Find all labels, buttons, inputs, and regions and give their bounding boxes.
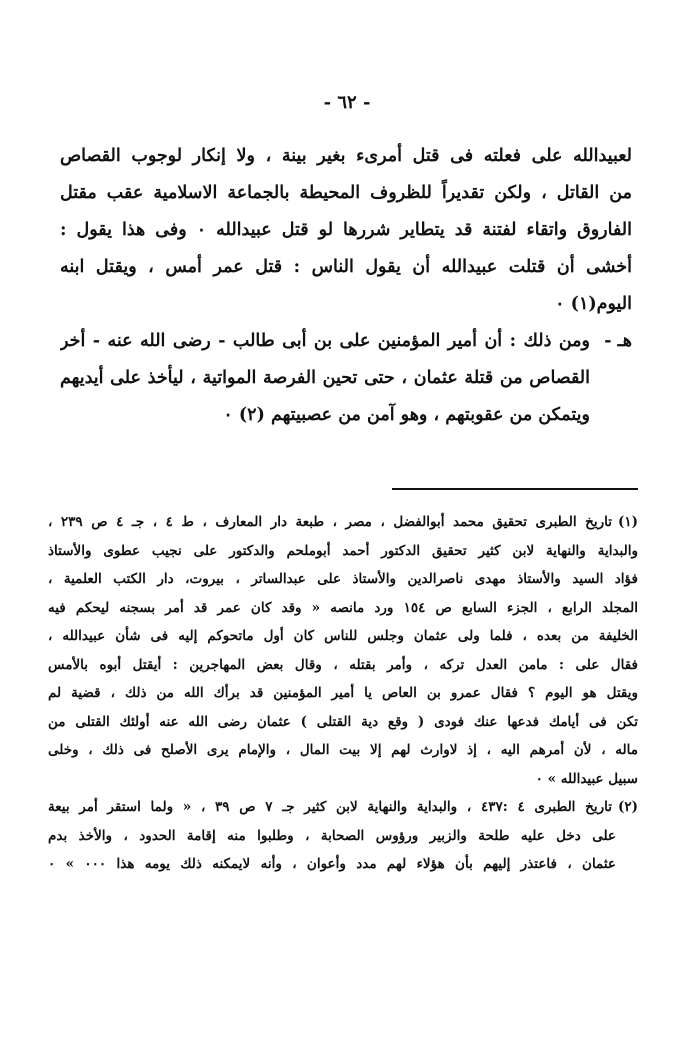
footnote-text: تاريخ الطبرى تحقيق محمد أبوالفضل ، مصر ، طبعة دار المعارف ، ط ٤ ، جـ ٤ ص ٢٣٩ ، bbox=[48, 514, 612, 530]
footnote-1-line: الخليفة من بعده ، فلما ولى عثمان وجلس للناس كان أول ماتحوكم إليه فى شأن عبيدالله ، bbox=[48, 628, 638, 644]
footnote-text: تاريخ الطبرى ٤ :٤٣٧ ، والبداية والنهاية لابن كثير جـ ٧ ص ٣٩ ، « ولما استقر أمر بيعة bbox=[48, 799, 613, 815]
list-item-h bbox=[60, 323, 632, 360]
body-line: لعبيدالله على فعلته فى قتل أمرىء بغير بينة ، ولا إنكار لوجوب القصاص bbox=[60, 146, 632, 166]
footnote-2-line: عثمان ، فاعتذر إليهم بأن هؤلاء لهم مدد وأعوان ، وأنه لايمكنه ذلك يومه هذا ٠٠٠ » ٠ bbox=[48, 856, 616, 872]
footnote-1-line: فقال على : مامن العدل تركه ، وأمر بقتله ، وقال بعض المهاجرين : أيقتل أبوه بالأمس bbox=[48, 656, 638, 673]
footnote-1-line: ويقتل هو اليوم ؟ فقال عمرو بن العاص يا أمير المؤمنين قد برأك الله من ذلك ، قضية لم bbox=[48, 685, 638, 701]
footnote-1-line: والبداية والنهاية لابن كثير تحقيق الدكتور أحمد أبوملحم والدكتور على نجيب عطوى والأستاذ bbox=[48, 542, 638, 559]
body-line: من القاتل ، ولكن تقديراً للظروف المحيطة بالجماعة الاسلامية عقب مقتل bbox=[60, 183, 632, 203]
footnote-1-line: المجلد الرابع ، الجزء السابع ص ١٥٤ ورد مانصه « وقد كان عمر قد أمر بسجنه ليحكم فيه bbox=[48, 599, 638, 616]
body-line: الفاروق واتقاء لفتنة قد يتطاير شررها لو قتل عبيدالله ٠ وفى هذا يقول : bbox=[60, 220, 632, 240]
body-line: أخشى أن قتلت عبيدالله أن يقول الناس : قتل عمر أمس ، ويقتل ابنه bbox=[60, 257, 632, 277]
footnote-1-line: فؤاد السيد والأستاذ مهدى ناصرالدين والأستاذ على عبدالساتر ، بيروت، دار الكتب العلمية ، bbox=[48, 571, 638, 587]
main-text bbox=[60, 138, 632, 434]
footnote-1-line: ماله ، لأن أمرهم اليه ، إذ لاوارث لهم إلا بيت المال ، والإمام يرى الأصلح فى ذلك ، وخلى bbox=[48, 742, 638, 758]
page-number: - ٦٢ - bbox=[323, 92, 371, 113]
footnote-1-marker: (١) bbox=[617, 514, 638, 530]
list-item-marker: هـ - bbox=[604, 331, 632, 351]
footnotes bbox=[48, 508, 638, 879]
footnote-2-marker: (٢) bbox=[617, 799, 638, 815]
footnote-2-line: على دخل عليه طلحة والزبير ورؤوس الصحابة ، وطلبوا منه إقامة الحدود ، والأخذ بدم bbox=[48, 827, 616, 844]
body-line: اليوم(١) ٠ bbox=[555, 294, 632, 314]
body-line: ومن ذلك : أن أمير المؤمنين على بن أبى طالب - رضى الله عنه - أخر bbox=[60, 331, 590, 351]
footnote-separator bbox=[392, 488, 638, 490]
footnote-1-line: تكن فى أيامك فدعها عنك فودى ( وقع دية القتلى ) عثمان رضى الله عنه أولئك القتلى من bbox=[48, 713, 638, 730]
footnote-1-line: سبيل عبيدالله » ٠ bbox=[535, 770, 638, 787]
footnote-2-line bbox=[48, 793, 638, 822]
footnote-1-line bbox=[48, 508, 638, 537]
body-line: ويتمكن من عقوبتهم ، وهو آمن من عصبيتهم (٢) ٠ bbox=[223, 405, 590, 425]
body-line: القصاص من قتلة عثمان ، حتى تحين الفرصة المواتية ، ليأخذ على أيديهم bbox=[60, 368, 590, 388]
